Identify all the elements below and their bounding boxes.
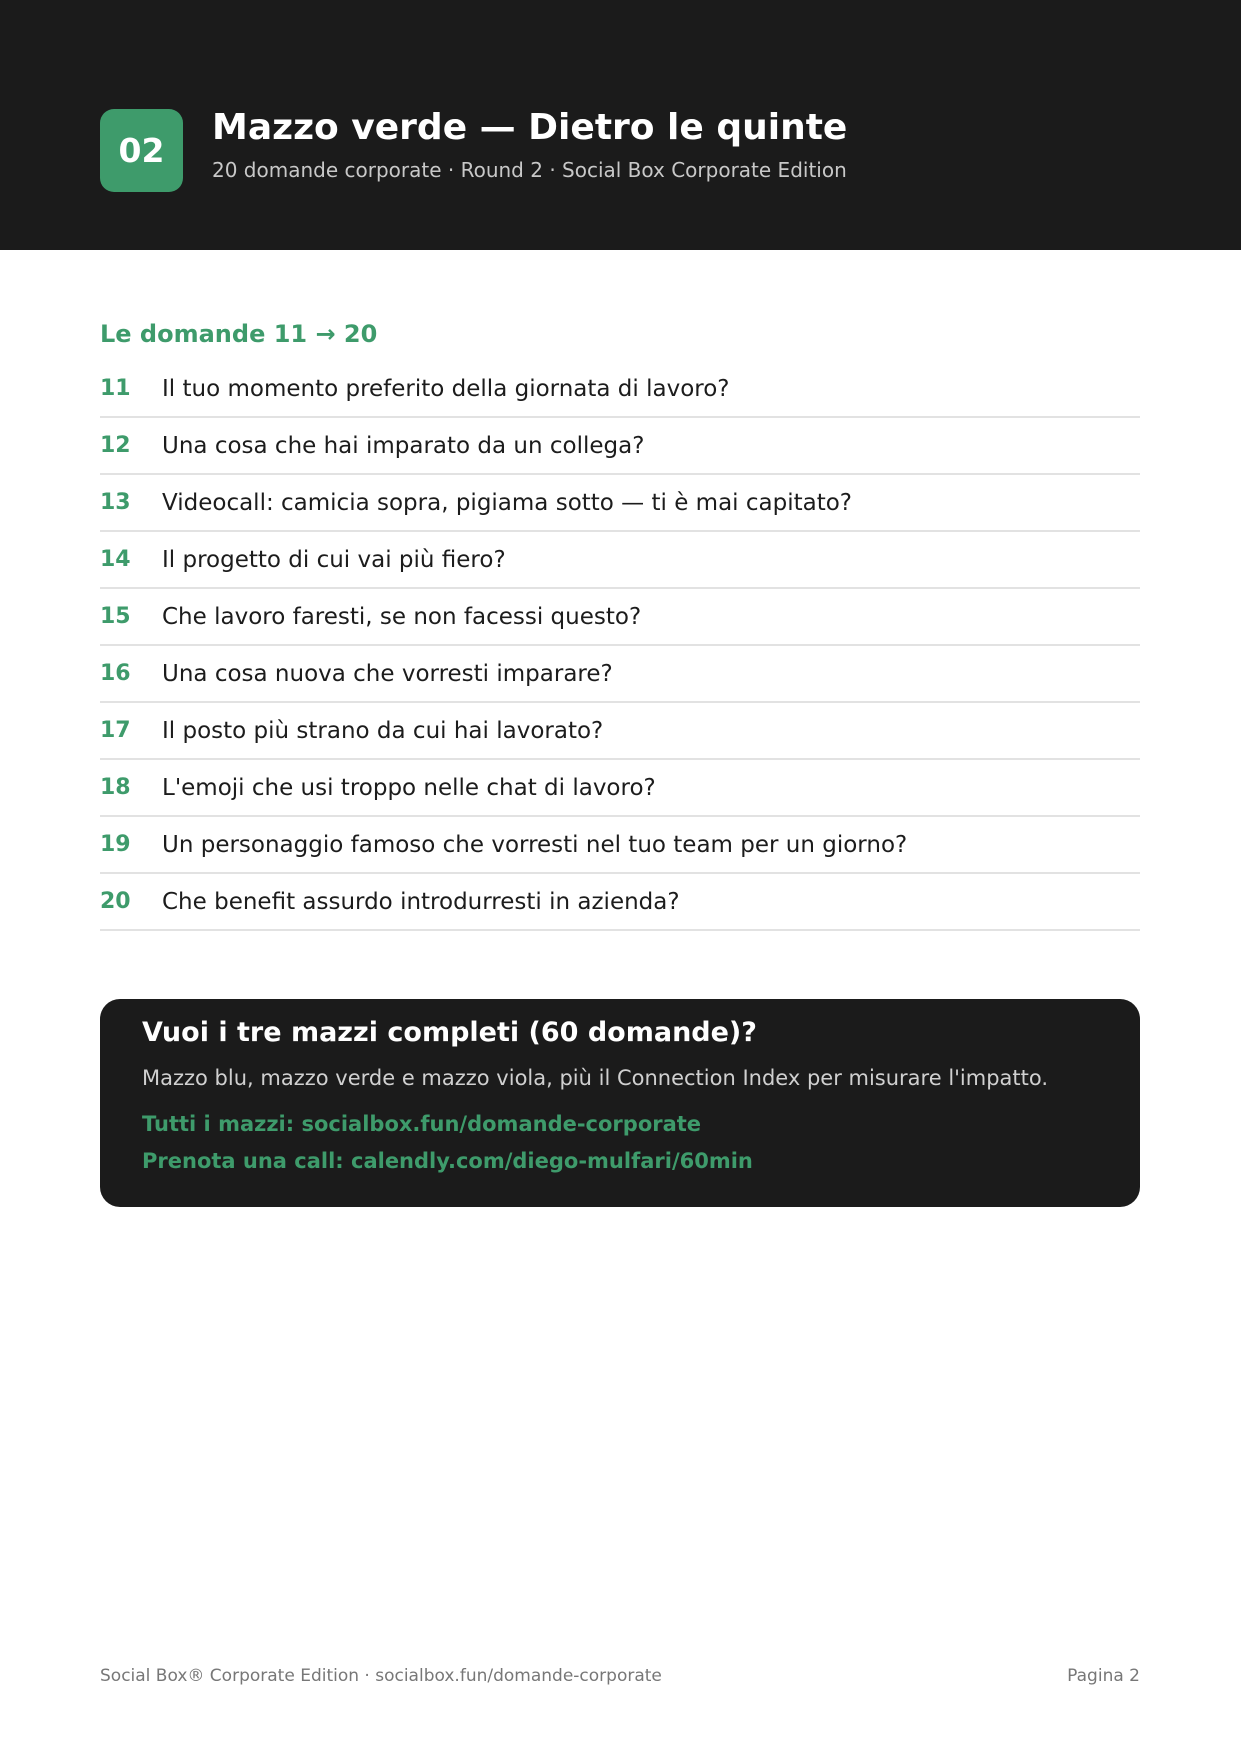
question-number: 14 xyxy=(100,547,131,572)
footer-text: Social Box® Corporate Edition · socialbox.fun/domande-corporate xyxy=(100,1666,662,1686)
page-header xyxy=(0,0,1241,250)
question-text: Che benefit assurdo introdurresti in azienda? xyxy=(162,888,680,915)
question-row xyxy=(100,760,1140,817)
question-number: 11 xyxy=(100,376,131,401)
question-list xyxy=(100,361,1140,931)
page-number: Pagina 2 xyxy=(1067,1666,1140,1686)
question-row xyxy=(100,475,1140,532)
question-text: Il tuo momento preferito della giornata di lavoro? xyxy=(162,375,730,402)
question-row xyxy=(100,874,1140,931)
question-text: Una cosa nuova che vorresti imparare? xyxy=(162,660,613,687)
question-row xyxy=(100,361,1140,418)
question-text: Che lavoro faresti, se non facessi questo? xyxy=(162,603,642,630)
question-text: Una cosa che hai imparato da un collega? xyxy=(162,432,645,459)
question-number: 12 xyxy=(100,433,131,458)
question-number: 18 xyxy=(100,775,131,800)
question-number: 20 xyxy=(100,889,131,914)
question-row xyxy=(100,703,1140,760)
question-row xyxy=(100,817,1140,874)
page-subtitle: 20 domande corporate · Round 2 · Social Box Corporate Edition xyxy=(212,158,847,182)
cta-title: Vuoi i tre mazzi completi (60 domande)? xyxy=(142,1017,757,1048)
book-call-link[interactable]: Prenota una call: calendly.com/diego-mulfari/60min xyxy=(142,1149,753,1173)
question-text: Un personaggio famoso che vorresti nel tuo team per un giorno? xyxy=(162,831,908,858)
question-row xyxy=(100,418,1140,475)
question-number: 17 xyxy=(100,718,131,743)
question-row xyxy=(100,532,1140,589)
question-text: Il posto più strano da cui hai lavorato? xyxy=(162,717,604,744)
question-number: 16 xyxy=(100,661,131,686)
question-number: 19 xyxy=(100,832,131,857)
all-decks-link[interactable]: Tutti i mazzi: socialbox.fun/domande-corporate xyxy=(142,1112,702,1136)
cta-box xyxy=(100,999,1140,1207)
cta-description: Mazzo blu, mazzo verde e mazzo viola, più il Connection Index per misurare l'impatto. xyxy=(142,1066,1049,1090)
question-number: 13 xyxy=(100,490,131,515)
page-title: Mazzo verde — Dietro le quinte xyxy=(212,107,848,148)
question-text: Il progetto di cui vai più fiero? xyxy=(162,546,506,573)
question-row xyxy=(100,646,1140,703)
section-title: Le domande 11 → 20 xyxy=(100,320,378,348)
question-text: L'emoji che usi troppo nelle chat di lavoro? xyxy=(162,774,656,801)
question-number: 15 xyxy=(100,604,131,629)
question-row xyxy=(100,589,1140,646)
deck-number-badge: 02 xyxy=(100,109,183,192)
question-text: Videocall: camicia sopra, pigiama sotto — ti è mai capitato? xyxy=(162,489,853,516)
